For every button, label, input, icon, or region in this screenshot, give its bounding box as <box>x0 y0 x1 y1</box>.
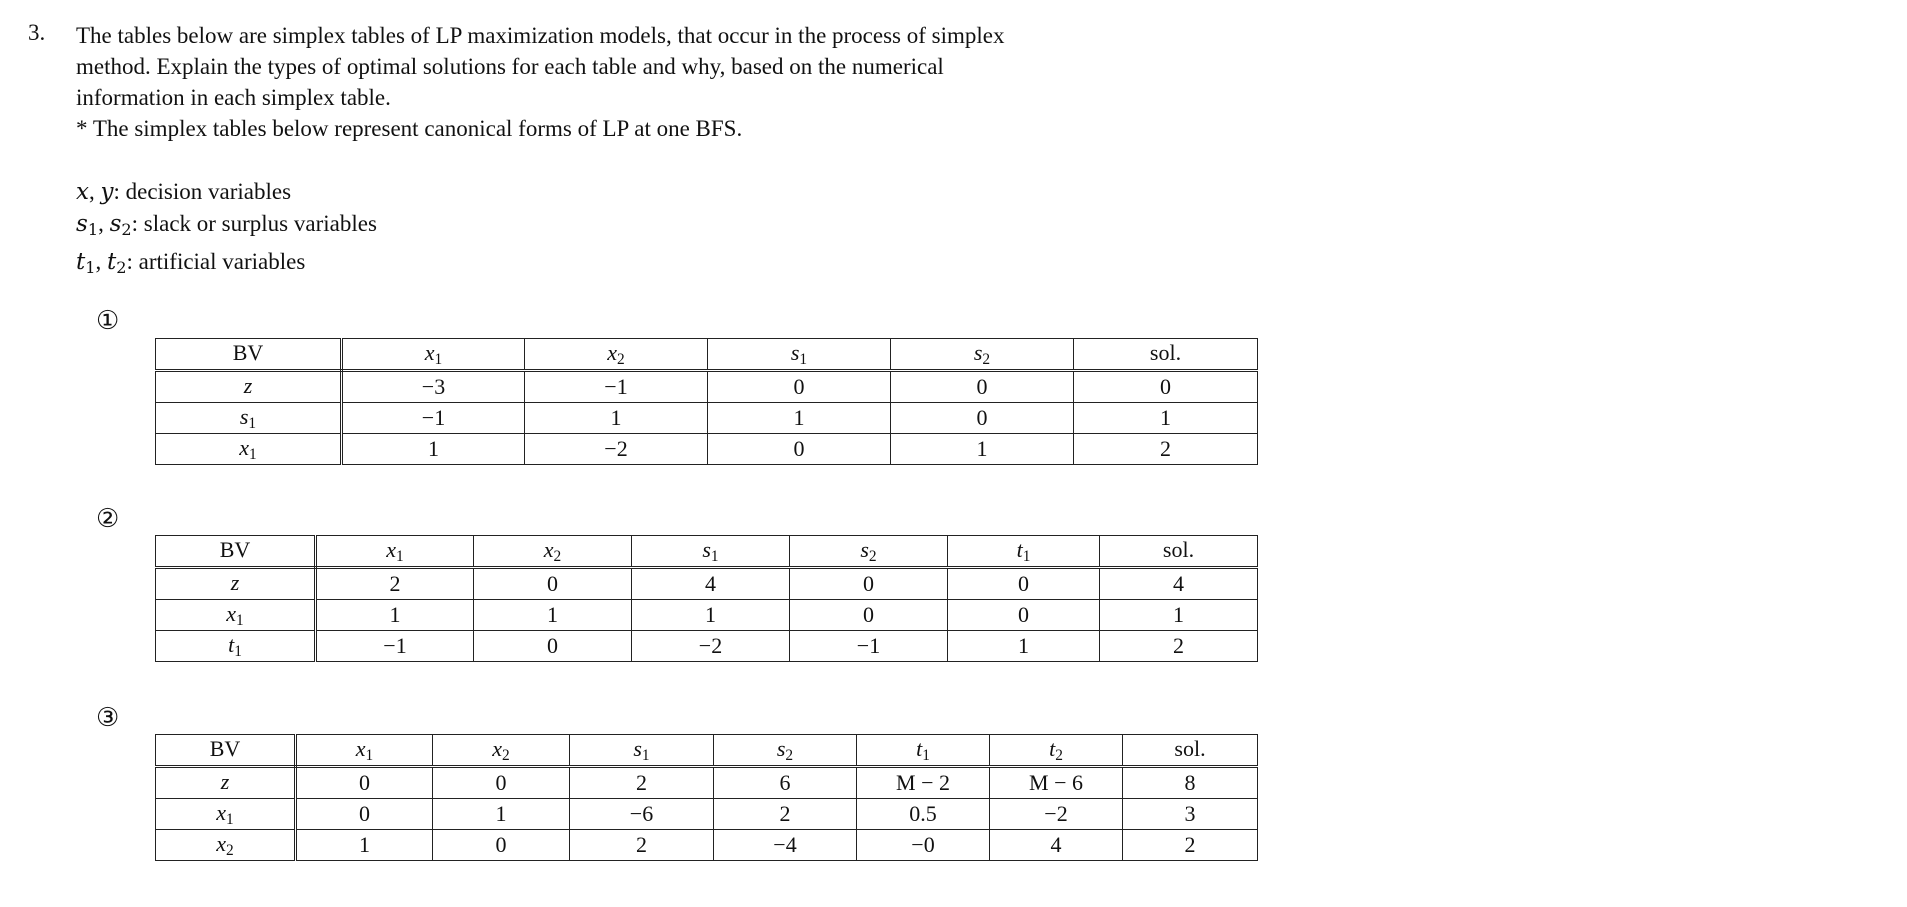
column-header-bv: BV <box>156 536 316 568</box>
variable-symbol: $s_1$ <box>76 211 99 240</box>
definition-line: $t_1$, $t_2$: artificial variables <box>76 249 306 278</box>
basic-variable-cell: $x_2$ <box>156 830 296 861</box>
table-row <box>156 799 1258 830</box>
variable-symbol: x <box>76 179 89 205</box>
variable-symbol: $t_1$ <box>76 249 96 278</box>
table-cell: 2 <box>1074 434 1258 465</box>
table-cell: −2 <box>632 631 790 662</box>
definition-description: : slack or surplus variables <box>131 211 377 236</box>
table-cell: −2 <box>990 799 1123 830</box>
basic-variable-cell: $s_1$ <box>156 403 342 434</box>
table-cell: 1 <box>525 403 708 434</box>
table-cell: 1 <box>708 403 891 434</box>
basic-variable-cell: $t_1$ <box>156 631 316 662</box>
basic-variable-cell: z <box>156 568 316 600</box>
table-cell: 0.5 <box>857 799 990 830</box>
table-row <box>156 434 1258 465</box>
table-cell: 6 <box>714 767 857 799</box>
variable-symbol: y <box>100 179 114 205</box>
column-header: $s_2$ <box>790 536 948 568</box>
table-cell: −1 <box>316 631 474 662</box>
basic-variable-cell: $x_1$ <box>156 600 316 631</box>
table-header-row <box>156 339 1258 371</box>
table-cell: 0 <box>708 434 891 465</box>
column-header: sol. <box>1074 339 1258 371</box>
definition-line: $s_1$, $s_2$: slack or surplus variables <box>76 211 377 240</box>
definition-line: x, y: decision variables <box>76 179 292 205</box>
column-header-bv: BV <box>156 735 296 767</box>
table-row <box>156 631 1258 662</box>
table-cell: 1 <box>296 830 433 861</box>
basic-variable-cell: z <box>156 371 342 403</box>
table-2-label: ② <box>96 504 120 534</box>
table-cell: 0 <box>433 767 570 799</box>
question-line-2: method. Explain the types of optimal solutions for each table and why, based on the numerical <box>76 54 944 79</box>
table-cell: 2 <box>714 799 857 830</box>
table-header-row <box>156 536 1258 568</box>
basic-variable-cell: $x_1$ <box>156 434 342 465</box>
table-cell: 1 <box>891 434 1074 465</box>
table-cell: −0 <box>857 830 990 861</box>
simplex-table-1 <box>155 338 1258 465</box>
table-cell: 1 <box>948 631 1100 662</box>
table-cell: 2 <box>316 568 474 600</box>
table-cell: 0 <box>790 568 948 600</box>
table-cell: −1 <box>790 631 948 662</box>
question-line-3: information in each simplex table. <box>76 85 391 110</box>
table-cell: 2 <box>570 830 714 861</box>
definition-description: : decision variables <box>113 179 292 204</box>
column-header: $t_1$ <box>948 536 1100 568</box>
table-3-label: ③ <box>96 703 120 733</box>
table-cell: 2 <box>1123 830 1258 861</box>
table-cell: 2 <box>1100 631 1258 662</box>
table-cell: 0 <box>891 371 1074 403</box>
table-cell: 0 <box>474 631 632 662</box>
question-note: * The simplex tables below represent canonical forms of LP at one BFS. <box>76 116 743 141</box>
table-cell: 1 <box>1100 600 1258 631</box>
table-cell: −6 <box>570 799 714 830</box>
basic-variable-cell: z <box>156 767 296 799</box>
table-cell: 1 <box>632 600 790 631</box>
table-cell: 1 <box>1074 403 1258 434</box>
table-cell: 0 <box>891 403 1074 434</box>
table-cell: −3 <box>342 371 525 403</box>
column-header: sol. <box>1100 536 1258 568</box>
column-header: $t_2$ <box>990 735 1123 767</box>
table-row <box>156 767 1258 799</box>
table-cell: 0 <box>433 830 570 861</box>
table-header-row <box>156 735 1258 767</box>
question-line-1: The tables below are simplex tables of LP maximization models, that occur in the process of simplex <box>76 23 1005 48</box>
table-row <box>156 371 1258 403</box>
table-cell: 4 <box>1100 568 1258 600</box>
column-header: $x_2$ <box>474 536 632 568</box>
variable-symbol: $s_2$ <box>109 211 132 240</box>
table-cell: 4 <box>632 568 790 600</box>
basic-variable-cell: $x_1$ <box>156 799 296 830</box>
table-cell: 1 <box>316 600 474 631</box>
table-row <box>156 600 1258 631</box>
table-cell: 0 <box>474 568 632 600</box>
table-cell: M − 2 <box>857 767 990 799</box>
table-cell: −1 <box>342 403 525 434</box>
column-header: $x_1$ <box>316 536 474 568</box>
table-cell: 1 <box>342 434 525 465</box>
column-header: $t_1$ <box>857 735 990 767</box>
column-header: $x_2$ <box>433 735 570 767</box>
column-header: $x_2$ <box>525 339 708 371</box>
column-header: $s_2$ <box>891 339 1074 371</box>
column-header-bv: BV <box>156 339 342 371</box>
table-cell: 0 <box>948 568 1100 600</box>
column-header: $s_1$ <box>708 339 891 371</box>
table-cell: −1 <box>525 371 708 403</box>
question-number: 3. <box>28 20 46 45</box>
table-cell: 1 <box>474 600 632 631</box>
table-1-label: ① <box>96 306 120 336</box>
simplex-table-2 <box>155 535 1258 662</box>
table-row <box>156 568 1258 600</box>
table-cell: 0 <box>790 600 948 631</box>
table-cell: 4 <box>990 830 1123 861</box>
table-cell: 8 <box>1123 767 1258 799</box>
question-text <box>76 20 1256 144</box>
column-header: $x_1$ <box>296 735 433 767</box>
table-row <box>156 403 1258 434</box>
table-cell: 3 <box>1123 799 1258 830</box>
table-cell: 0 <box>296 799 433 830</box>
table-cell: M − 6 <box>990 767 1123 799</box>
column-header: $s_1$ <box>570 735 714 767</box>
table-cell: −2 <box>525 434 708 465</box>
table-cell: 0 <box>296 767 433 799</box>
column-header: sol. <box>1123 735 1258 767</box>
column-header: $s_2$ <box>714 735 857 767</box>
simplex-table-3 <box>155 734 1258 861</box>
table-row <box>156 830 1258 861</box>
column-header: $x_1$ <box>342 339 525 371</box>
table-cell: 0 <box>948 600 1100 631</box>
table-cell: 1 <box>433 799 570 830</box>
variable-definitions <box>76 176 377 284</box>
table-cell: 0 <box>708 371 891 403</box>
variable-symbol: $t_2$ <box>107 249 127 278</box>
table-cell: 2 <box>570 767 714 799</box>
definition-description: : artificial variables <box>126 249 306 275</box>
column-header: $s_1$ <box>632 536 790 568</box>
table-cell: 0 <box>1074 371 1258 403</box>
table-cell: −4 <box>714 830 857 861</box>
